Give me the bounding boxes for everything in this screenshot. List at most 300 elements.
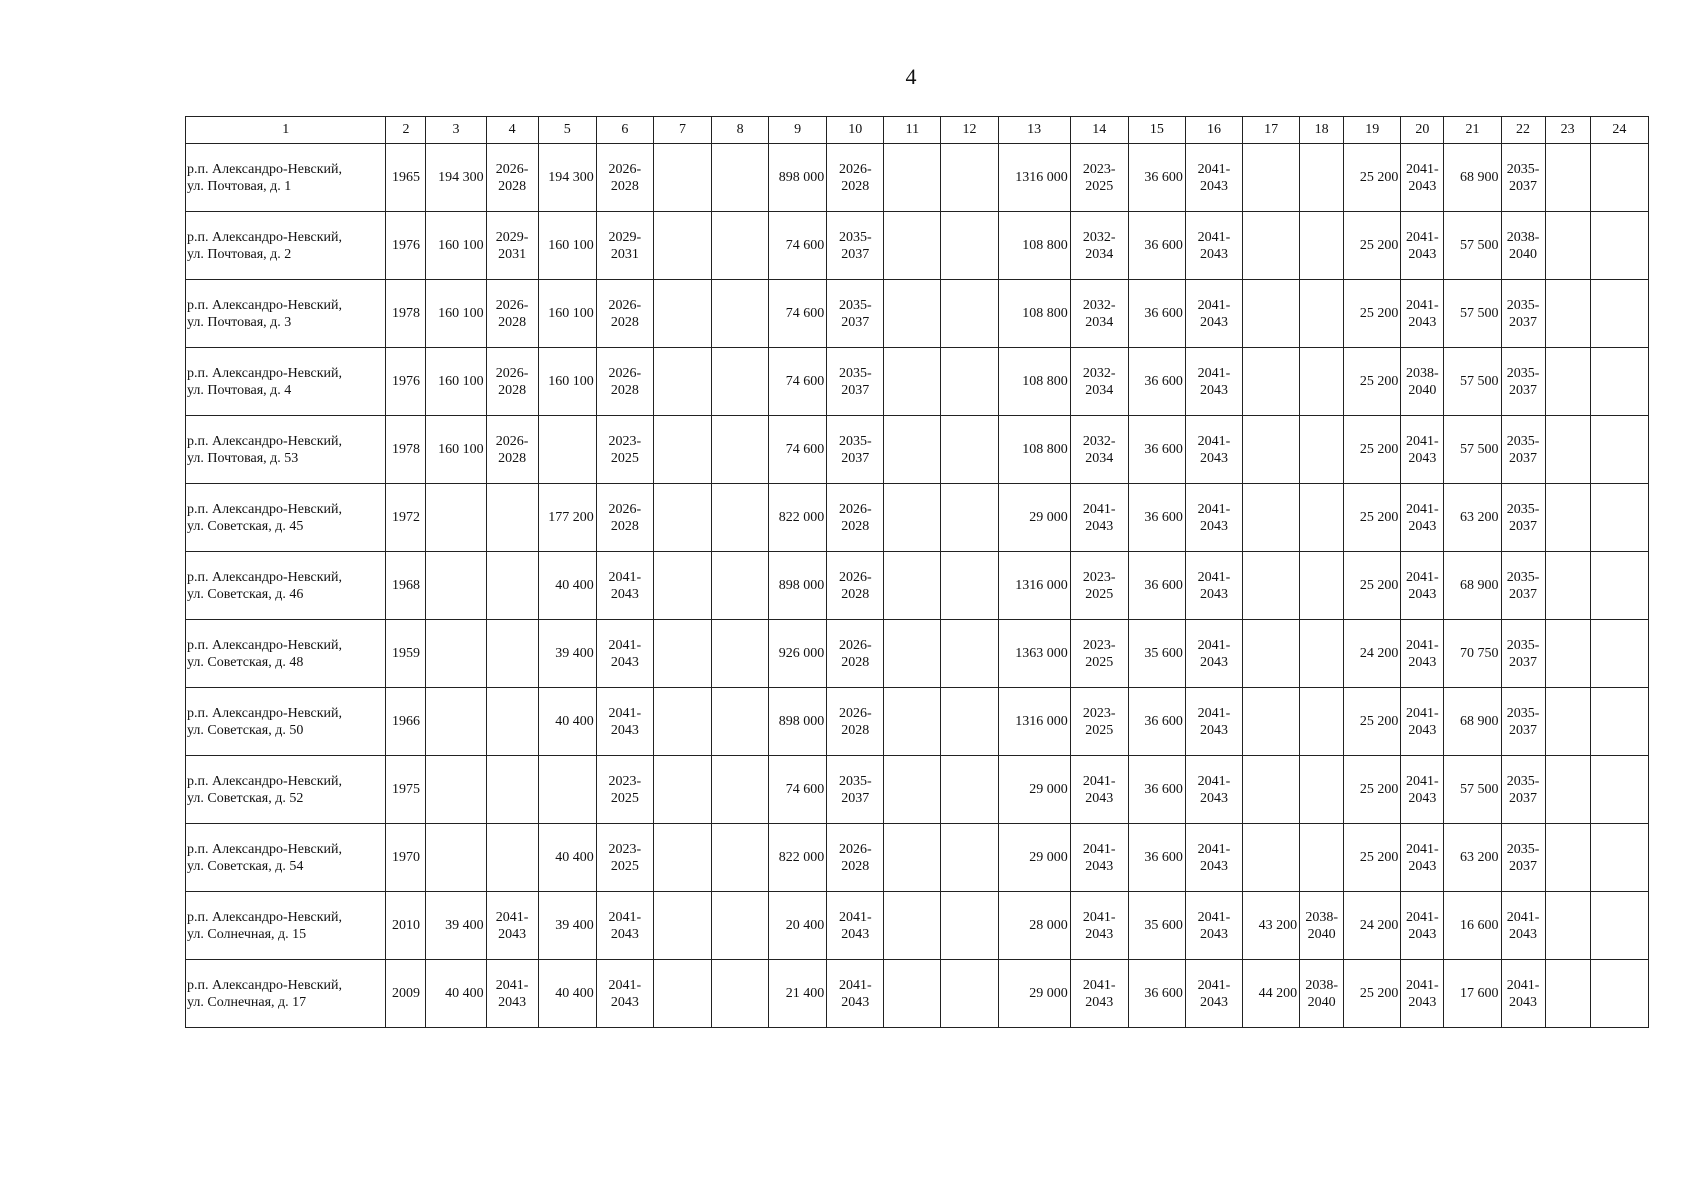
period-start: 2038- (1406, 365, 1439, 381)
amount-cell: 898 000 (769, 144, 827, 212)
address-cell (186, 212, 386, 280)
period-end: 2043 (1408, 790, 1437, 806)
empty-cell (1300, 144, 1344, 212)
period-start: 2041- (608, 909, 642, 925)
empty-cell (884, 552, 941, 620)
period-cell (1185, 756, 1242, 824)
table-row (186, 892, 1649, 960)
period-cell (1185, 416, 1242, 484)
period-start: 2041- (1197, 569, 1231, 585)
empty-cell (941, 688, 998, 756)
amount-cell: 898 000 (769, 688, 827, 756)
empty-cell (1590, 552, 1648, 620)
period-start: 2041- (1406, 297, 1439, 313)
table-row (186, 620, 1649, 688)
year-cell: 1975 (386, 756, 426, 824)
empty-cell (653, 144, 711, 212)
period-start: 2035- (838, 773, 872, 789)
period-start: 2041- (1406, 161, 1439, 177)
period-cell (1401, 688, 1444, 756)
period-end: 2025 (1085, 586, 1114, 602)
empty-cell (1300, 348, 1344, 416)
period-start: 2026- (495, 365, 529, 381)
amount-cell: 17 600 (1444, 960, 1501, 1028)
empty-cell (712, 484, 769, 552)
amount-cell: 108 800 (998, 416, 1070, 484)
amount-cell: 57 500 (1444, 416, 1501, 484)
empty-cell (426, 484, 486, 552)
address-cell (186, 892, 386, 960)
period-end: 2043 (610, 654, 639, 670)
period-end: 2028 (498, 382, 527, 398)
empty-cell (653, 620, 711, 688)
period-end: 2043 (610, 994, 639, 1010)
period-cell (1070, 960, 1128, 1028)
address-cell (186, 416, 386, 484)
period-cell (596, 960, 653, 1028)
amount-cell: 25 200 (1344, 756, 1401, 824)
period-end: 2031 (610, 246, 639, 262)
period-start: 2041- (838, 977, 872, 993)
period-end: 2025 (1085, 654, 1114, 670)
period-end: 2037 (1509, 450, 1538, 466)
period-cell (827, 416, 884, 484)
amount-cell: 108 800 (998, 212, 1070, 280)
period-start: 2041- (1406, 501, 1439, 517)
period-end: 2028 (498, 314, 527, 330)
period-start: 2032- (1082, 365, 1116, 381)
column-header-2: 2 (386, 117, 426, 144)
amount-cell: 40 400 (538, 552, 596, 620)
period-cell (1401, 824, 1444, 892)
period-cell (486, 144, 538, 212)
period-cell (486, 892, 538, 960)
period-end: 2043 (1408, 994, 1437, 1010)
column-header-18: 18 (1300, 117, 1344, 144)
empty-cell (1300, 620, 1344, 688)
amount-cell: 24 200 (1344, 620, 1401, 688)
period-start: 2035- (838, 297, 872, 313)
period-end: 2031 (498, 246, 527, 262)
address-settlement: р.п. Александро-Невский, (187, 637, 342, 653)
period-cell (1185, 620, 1242, 688)
empty-cell (884, 144, 941, 212)
period-cell (596, 688, 653, 756)
empty-cell (941, 416, 998, 484)
empty-cell (538, 416, 596, 484)
table-row (186, 484, 1649, 552)
amount-cell: 36 600 (1128, 552, 1185, 620)
period-end: 2040 (1307, 926, 1336, 942)
address-settlement: р.п. Александро-Невский, (187, 161, 342, 177)
period-end: 2043 (1408, 858, 1437, 874)
empty-cell (712, 416, 769, 484)
address-settlement: р.п. Александро-Невский, (187, 501, 342, 517)
amount-cell: 160 100 (538, 280, 596, 348)
period-start: 2023- (1082, 161, 1116, 177)
period-start: 2035- (1506, 433, 1540, 449)
address-settlement: р.п. Александро-Невский, (187, 841, 342, 857)
address-street: ул. Солнечная, д. 17 (187, 994, 307, 1010)
period-cell (1501, 348, 1545, 416)
column-header-1: 1 (186, 117, 386, 144)
empty-cell (1545, 824, 1590, 892)
address-settlement: р.п. Александро-Невский, (187, 297, 342, 313)
period-start: 2026- (608, 297, 642, 313)
period-cell (596, 348, 653, 416)
amount-cell: 926 000 (769, 620, 827, 688)
period-end: 2037 (1509, 654, 1538, 670)
period-end: 2028 (841, 722, 870, 738)
period-end: 2037 (1509, 858, 1538, 874)
period-end: 2043 (1408, 586, 1437, 602)
period-start: 2035- (838, 433, 872, 449)
amount-cell: 898 000 (769, 552, 827, 620)
empty-cell (884, 960, 941, 1028)
period-start: 2041- (1197, 229, 1231, 245)
empty-cell (1545, 348, 1590, 416)
empty-cell (1300, 824, 1344, 892)
period-end: 2043 (498, 926, 527, 942)
period-start: 2041- (1506, 909, 1540, 925)
amount-cell: 36 600 (1128, 144, 1185, 212)
table-row (186, 348, 1649, 416)
period-cell (596, 280, 653, 348)
period-start: 2041- (1197, 977, 1231, 993)
period-start: 2041- (1406, 977, 1439, 993)
period-start: 2041- (1406, 569, 1439, 585)
period-cell (486, 416, 538, 484)
address-street: ул. Советская, д. 50 (187, 722, 304, 738)
period-start: 2041- (1406, 705, 1439, 721)
empty-cell (653, 756, 711, 824)
period-end: 2043 (841, 994, 870, 1010)
empty-cell (653, 688, 711, 756)
period-cell (1401, 348, 1444, 416)
period-start: 2026- (838, 161, 872, 177)
period-end: 2043 (1408, 654, 1437, 670)
empty-cell (712, 212, 769, 280)
empty-cell (538, 756, 596, 824)
column-header-19: 19 (1344, 117, 1401, 144)
period-start: 2035- (1506, 161, 1540, 177)
period-cell (1185, 960, 1242, 1028)
table-row (186, 960, 1649, 1028)
period-start: 2041- (1197, 297, 1231, 313)
table-row (186, 280, 1649, 348)
period-start: 2041- (1406, 637, 1439, 653)
empty-cell (1590, 620, 1648, 688)
period-start: 2026- (495, 161, 529, 177)
period-end: 2043 (1199, 994, 1228, 1010)
period-start: 2026- (608, 365, 642, 381)
period-end: 2037 (1509, 518, 1538, 534)
period-cell (1501, 416, 1545, 484)
amount-cell: 194 300 (538, 144, 596, 212)
column-header-20: 20 (1401, 117, 1444, 144)
period-cell (596, 756, 653, 824)
empty-cell (1590, 416, 1648, 484)
period-start: 2029- (608, 229, 642, 245)
period-start: 2041- (1406, 841, 1439, 857)
amount-cell: 25 200 (1344, 688, 1401, 756)
empty-cell (884, 688, 941, 756)
period-start: 2041- (608, 569, 642, 585)
empty-cell (884, 620, 941, 688)
period-cell (1185, 348, 1242, 416)
amount-cell: 39 400 (426, 892, 486, 960)
period-cell (827, 280, 884, 348)
amount-cell: 39 400 (538, 620, 596, 688)
period-end: 2043 (1085, 994, 1114, 1010)
amount-cell: 108 800 (998, 348, 1070, 416)
empty-cell (1243, 552, 1300, 620)
empty-cell (1590, 212, 1648, 280)
empty-cell (653, 892, 711, 960)
period-start: 2026- (838, 705, 872, 721)
period-start: 2026- (838, 637, 872, 653)
period-end: 2043 (841, 926, 870, 942)
column-header-24: 24 (1590, 117, 1648, 144)
column-header-15: 15 (1128, 117, 1185, 144)
period-cell (1070, 824, 1128, 892)
period-cell (827, 552, 884, 620)
empty-cell (941, 756, 998, 824)
period-end: 2037 (1509, 178, 1538, 194)
empty-cell (426, 824, 486, 892)
period-cell (1501, 144, 1545, 212)
amount-cell: 29 000 (998, 484, 1070, 552)
table-row (186, 756, 1649, 824)
amount-cell: 63 200 (1444, 484, 1501, 552)
header-row (186, 117, 1649, 144)
amount-cell: 25 200 (1344, 552, 1401, 620)
period-end: 2034 (1085, 450, 1114, 466)
period-start: 2041- (1082, 501, 1116, 517)
period-start: 2041- (495, 977, 529, 993)
period-cell (827, 348, 884, 416)
year-cell: 2009 (386, 960, 426, 1028)
empty-cell (1545, 756, 1590, 824)
period-end: 2043 (1199, 518, 1228, 534)
year-cell: 1970 (386, 824, 426, 892)
address-cell (186, 280, 386, 348)
empty-cell (712, 144, 769, 212)
period-cell (596, 144, 653, 212)
period-end: 2043 (1199, 586, 1228, 602)
period-end: 2040 (1509, 246, 1538, 262)
empty-cell (1243, 688, 1300, 756)
column-header-22: 22 (1501, 117, 1545, 144)
empty-cell (653, 280, 711, 348)
period-end: 2043 (1199, 722, 1228, 738)
empty-cell (1545, 892, 1590, 960)
empty-cell (712, 688, 769, 756)
period-start: 2032- (1082, 229, 1116, 245)
column-header-11: 11 (884, 117, 941, 144)
period-start: 2041- (1082, 773, 1116, 789)
empty-cell (1545, 212, 1590, 280)
period-end: 2043 (610, 586, 639, 602)
year-cell: 2010 (386, 892, 426, 960)
period-start: 2041- (495, 909, 529, 925)
period-cell (1401, 144, 1444, 212)
period-end: 2043 (1509, 926, 1538, 942)
period-start: 2038- (1305, 977, 1339, 993)
amount-cell: 40 400 (538, 960, 596, 1028)
period-cell (596, 416, 653, 484)
amount-cell: 57 500 (1444, 280, 1501, 348)
period-end: 2037 (841, 450, 870, 466)
period-cell (486, 960, 538, 1028)
empty-cell (1243, 212, 1300, 280)
period-cell (827, 756, 884, 824)
empty-cell (1300, 484, 1344, 552)
address-cell (186, 348, 386, 416)
empty-cell (941, 960, 998, 1028)
period-start: 2026- (608, 501, 642, 517)
period-end: 2025 (1085, 722, 1114, 738)
period-cell (1501, 688, 1545, 756)
period-cell (827, 484, 884, 552)
period-start: 2026- (495, 297, 529, 313)
period-cell (596, 824, 653, 892)
column-header-12: 12 (941, 117, 998, 144)
table-body (186, 144, 1649, 1028)
period-cell (827, 892, 884, 960)
table-row (186, 144, 1649, 212)
period-start: 2032- (1082, 433, 1116, 449)
address-cell (186, 620, 386, 688)
empty-cell (1243, 824, 1300, 892)
period-end: 2040 (1408, 382, 1437, 398)
address-cell (186, 688, 386, 756)
period-start: 2041- (608, 977, 642, 993)
period-end: 2028 (610, 382, 639, 398)
amount-cell: 20 400 (769, 892, 827, 960)
empty-cell (653, 416, 711, 484)
address-street: ул. Почтовая, д. 3 (187, 314, 292, 330)
empty-cell (712, 348, 769, 416)
empty-cell (1300, 280, 1344, 348)
period-end: 2028 (841, 654, 870, 670)
period-end: 2043 (1199, 926, 1228, 942)
period-start: 2023- (608, 433, 642, 449)
address-cell (186, 144, 386, 212)
period-cell (1185, 552, 1242, 620)
period-end: 2025 (610, 858, 639, 874)
column-header-17: 17 (1243, 117, 1300, 144)
period-start: 2035- (1506, 705, 1540, 721)
table-row (186, 688, 1649, 756)
period-cell (596, 620, 653, 688)
column-header-10: 10 (827, 117, 884, 144)
address-settlement: р.п. Александро-Невский, (187, 705, 342, 721)
amount-cell: 74 600 (769, 348, 827, 416)
address-cell (186, 824, 386, 892)
period-start: 2041- (1082, 841, 1116, 857)
period-cell (1185, 144, 1242, 212)
amount-cell: 36 600 (1128, 484, 1185, 552)
empty-cell (1545, 960, 1590, 1028)
empty-cell (941, 620, 998, 688)
empty-cell (712, 552, 769, 620)
period-start: 2029- (495, 229, 529, 245)
period-end: 2040 (1307, 994, 1336, 1010)
period-start: 2035- (1506, 773, 1540, 789)
period-start: 2041- (1197, 909, 1231, 925)
amount-cell: 29 000 (998, 960, 1070, 1028)
address-street: ул. Почтовая, д. 4 (187, 382, 292, 398)
period-start: 2041- (1197, 637, 1231, 653)
period-cell (1070, 348, 1128, 416)
period-cell (1501, 484, 1545, 552)
period-cell (827, 144, 884, 212)
amount-cell: 29 000 (998, 824, 1070, 892)
amount-cell: 74 600 (769, 280, 827, 348)
column-header-5: 5 (538, 117, 596, 144)
period-end: 2037 (841, 790, 870, 806)
period-cell (1185, 688, 1242, 756)
amount-cell: 29 000 (998, 756, 1070, 824)
period-end: 2037 (1509, 382, 1538, 398)
amount-cell: 25 200 (1344, 280, 1401, 348)
amount-cell: 1316 000 (998, 552, 1070, 620)
empty-cell (1243, 756, 1300, 824)
year-cell: 1959 (386, 620, 426, 688)
amount-cell: 57 500 (1444, 756, 1501, 824)
amount-cell: 1316 000 (998, 144, 1070, 212)
amount-cell: 74 600 (769, 212, 827, 280)
empty-cell (884, 280, 941, 348)
address-street: ул. Советская, д. 54 (187, 858, 304, 874)
empty-cell (941, 280, 998, 348)
empty-cell (1300, 756, 1344, 824)
period-end: 2043 (1199, 314, 1228, 330)
period-cell (1070, 552, 1128, 620)
period-cell (596, 892, 653, 960)
empty-cell (653, 212, 711, 280)
period-start: 2041- (1506, 977, 1540, 993)
column-header-21: 21 (1444, 117, 1501, 144)
amount-cell: 74 600 (769, 416, 827, 484)
period-end: 2043 (1199, 790, 1228, 806)
period-start: 2041- (1197, 705, 1231, 721)
period-end: 2043 (1408, 314, 1437, 330)
empty-cell (884, 212, 941, 280)
address-street: ул. Советская, д. 48 (187, 654, 304, 670)
period-cell (1300, 892, 1344, 960)
amount-cell: 36 600 (1128, 960, 1185, 1028)
period-end: 2043 (1199, 858, 1228, 874)
period-cell (1501, 280, 1545, 348)
table-row (186, 416, 1649, 484)
period-end: 2037 (1509, 314, 1538, 330)
period-cell (486, 348, 538, 416)
table-row (186, 212, 1649, 280)
period-start: 2041- (1197, 501, 1231, 517)
empty-cell (486, 824, 538, 892)
empty-cell (1545, 484, 1590, 552)
period-cell (1070, 756, 1128, 824)
column-header-9: 9 (769, 117, 827, 144)
amount-cell: 36 600 (1128, 688, 1185, 756)
period-end: 2034 (1085, 382, 1114, 398)
address-street: ул. Советская, д. 46 (187, 586, 304, 602)
period-start: 2041- (1197, 365, 1231, 381)
period-start: 2041- (608, 637, 642, 653)
empty-cell (426, 756, 486, 824)
